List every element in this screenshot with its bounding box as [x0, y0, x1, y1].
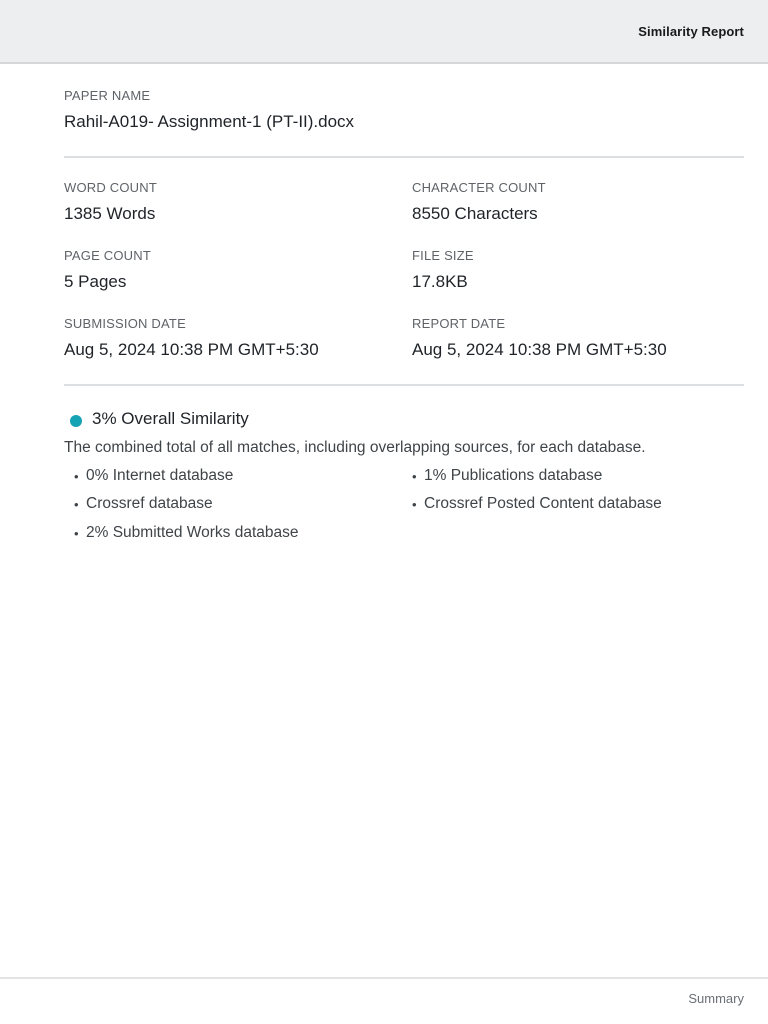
bullet-icon: • — [74, 469, 79, 484]
footer-summary-label: Summary — [688, 991, 744, 1006]
file-size-label: FILE SIZE — [412, 248, 474, 263]
report-date-label: REPORT DATE — [412, 316, 506, 331]
report-header — [0, 0, 768, 64]
bullet-icon: • — [412, 497, 417, 512]
overall-similarity-title: 3% Overall Similarity — [92, 409, 249, 428]
database-list-item-label: Crossref Posted Content database — [424, 495, 662, 512]
database-list-item — [74, 495, 213, 513]
character-count-value: 8550 Characters — [412, 204, 538, 223]
database-list-item-label: 1% Publications database — [424, 467, 603, 484]
report-title: Similarity Report — [638, 24, 744, 39]
footer-divider — [0, 977, 768, 979]
submission-date-label: SUBMISSION DATE — [64, 316, 186, 331]
bullet-icon: • — [74, 526, 79, 541]
paper-name-value: Rahil-A019- Assignment-1 (PT-II).docx — [64, 112, 355, 131]
bullet-icon: • — [74, 497, 79, 512]
word-count-value: 1385 Words — [64, 204, 156, 223]
similarity-indicator-dot — [70, 415, 82, 427]
bullet-icon: • — [412, 469, 417, 484]
database-list-item-label: 2% Submitted Works database — [86, 524, 299, 541]
character-count-label: CHARACTER COUNT — [412, 180, 546, 195]
database-list-item-label: Crossref database — [86, 495, 213, 512]
database-list-item — [412, 495, 662, 513]
page-count-label: PAGE COUNT — [64, 248, 151, 263]
divider — [64, 156, 744, 158]
database-list-item — [74, 467, 234, 485]
database-list-item — [412, 467, 603, 485]
database-list-item — [74, 524, 299, 542]
database-list-item-label: 0% Internet database — [86, 467, 234, 484]
word-count-label: WORD COUNT — [64, 180, 157, 195]
report-date-value: Aug 5, 2024 10:38 PM GMT+5:30 — [412, 340, 667, 359]
divider — [64, 384, 744, 386]
page-count-value: 5 Pages — [64, 272, 127, 291]
paper-name-label: PAPER NAME — [64, 88, 151, 103]
submission-date-value: Aug 5, 2024 10:38 PM GMT+5:30 — [64, 340, 319, 359]
similarity-description: The combined total of all matches, including overlapping sources, for each database. — [64, 439, 646, 456]
file-size-value: 17.8KB — [412, 272, 468, 291]
